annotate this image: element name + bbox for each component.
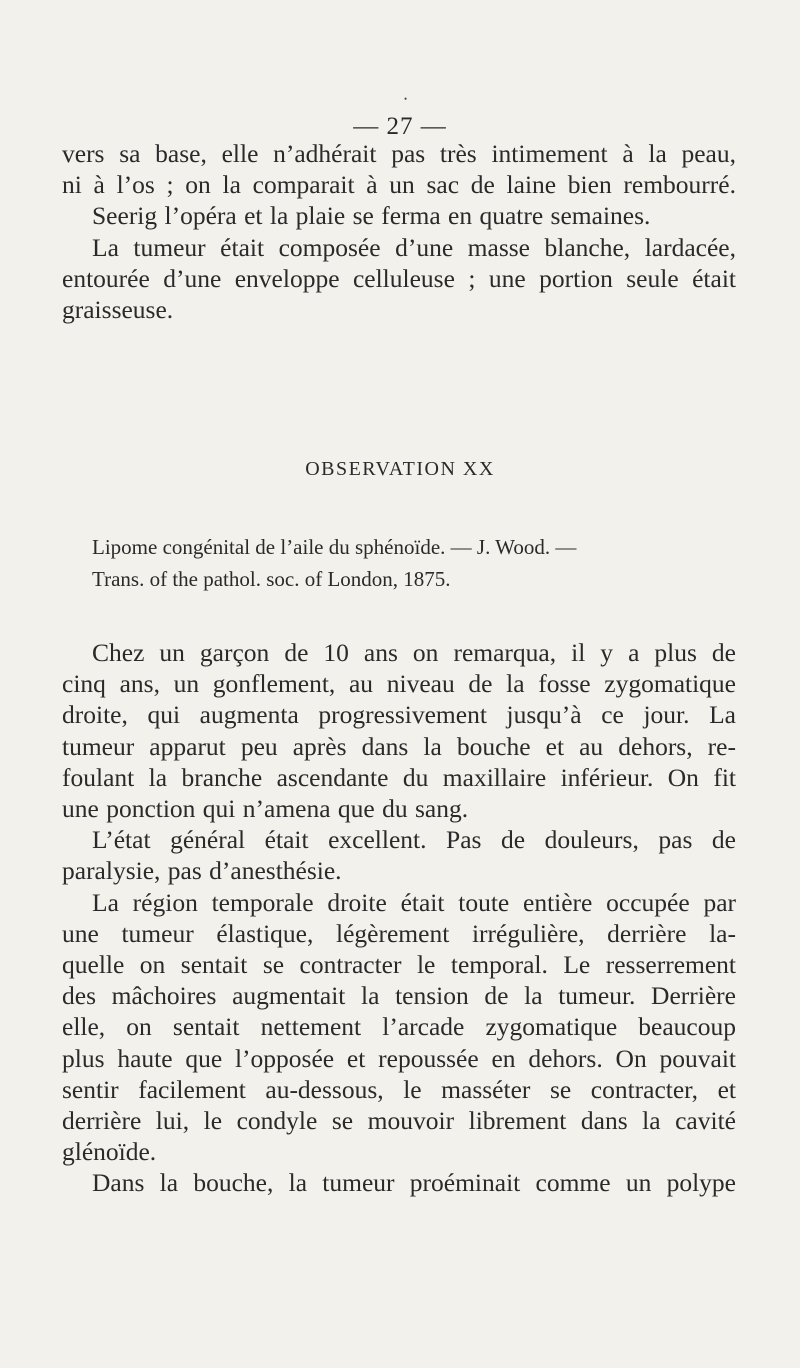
- page-number: — 27 —: [353, 113, 447, 140]
- text-line: foulant la branche ascendante du maxillaire inférieur. On fit: [62, 762, 736, 792]
- text-line: paralysie, pas d’anesthésie.: [62, 856, 342, 886]
- text-line: sentir facilement au-dessous, le masséter se contracter, et: [62, 1074, 736, 1104]
- text-line: tumeur apparut peu après dans la bouche et au dehors, re-: [62, 731, 736, 761]
- text-line: glénoïde.: [62, 1137, 157, 1167]
- observation-reference: [62, 532, 736, 595]
- text-line: Chez un garçon de 10 ans on remarqua, il y a plus de: [92, 638, 736, 667]
- text-line: elle, on sentait nettement l’arcade zygomatique beaucoup: [62, 1012, 736, 1042]
- text-line: ni à l’os ; on la comparait à un sac de laine bien rembourré.: [62, 170, 736, 200]
- text-line: La tumeur était composée d’une masse blanche, lardacée,: [92, 232, 736, 262]
- text-line: des mâchoires augmentait la tension de la tumeur. Derrière: [62, 981, 736, 1011]
- text-line: cinq ans, un gonflement, au niveau de la fosse zygomatique: [62, 669, 736, 699]
- reference-line: Lipome congénital de l’aile du sphénoïde. — J. Wood. —: [92, 535, 577, 559]
- text-line: une tumeur élastique, légèrement irrégulière, derrière la-: [62, 918, 736, 948]
- text-line: Dans la bouche, la tumeur proéminait comme un polype: [92, 1168, 736, 1198]
- text-line: L’état général était excellent. Pas de douleurs, pas de: [92, 825, 736, 855]
- text-line: entourée d’une enveloppe celluleuse ; une portion seule était: [62, 263, 736, 293]
- text-line: quelle on sentait se contracter le temporal. Le resserrement: [62, 950, 736, 980]
- text-line: derrière lui, le condyle se mouvoir librement dans la cavité: [62, 1106, 736, 1136]
- text-line: La région temporale droite était toute entière occupée par: [92, 887, 736, 917]
- print-speck: •: [404, 94, 408, 104]
- text-line: graisseuse.: [62, 295, 174, 325]
- reference-line: Trans. of the pathol. soc. of London, 1875.: [92, 566, 451, 591]
- text-line: vers sa base, elle n’adhérait pas très intimement à la peau,: [62, 139, 736, 168]
- text-line: droite, qui augmenta progressivement jusqu’à ce jour. La: [62, 700, 736, 730]
- observation-heading: OBSERVATION XX: [305, 458, 495, 480]
- text-line: Seerig l’opéra et la plaie se ferma en quatre semaines.: [92, 201, 651, 231]
- text-line: une ponction qui n’amena que du sang.: [62, 794, 469, 824]
- text-line: plus haute que l’opposée et repoussée en dehors. On pouvait: [62, 1043, 736, 1073]
- body-paragraphs: [62, 637, 736, 1199]
- top-paragraphs: [62, 138, 736, 325]
